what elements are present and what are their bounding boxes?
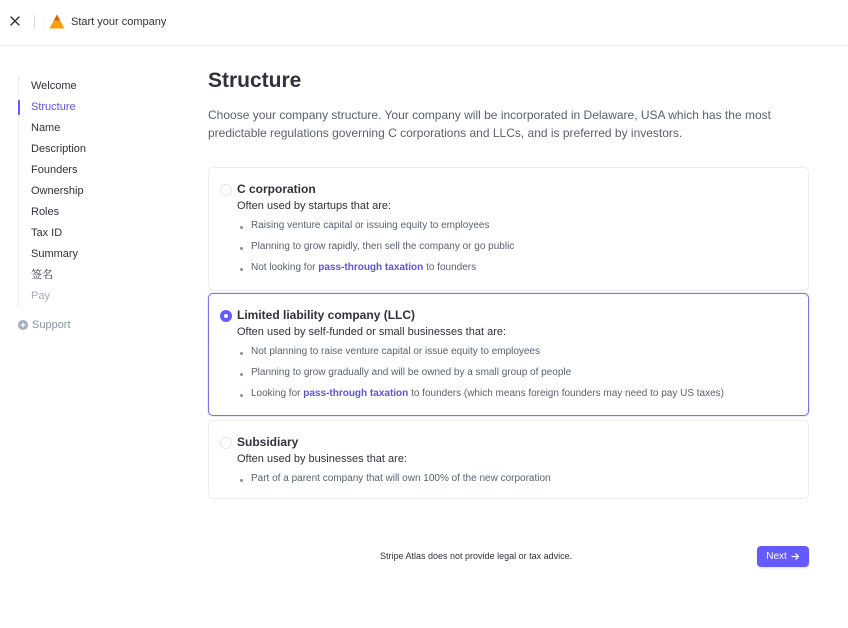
support-link[interactable] xyxy=(18,316,168,334)
pass-through-taxation-link[interactable]: pass-through taxation xyxy=(303,388,409,399)
top-bar xyxy=(0,0,848,46)
app-title: Start your company xyxy=(71,16,167,28)
sidebar-item-description[interactable]: Description xyxy=(31,143,87,155)
bullet-item: Planning to grow gradually and will be owned by a small group of people xyxy=(237,367,724,388)
radio-subsidiary[interactable] xyxy=(220,437,232,449)
arrow-right-icon xyxy=(791,552,800,561)
main-content xyxy=(208,66,810,142)
sidebar-item-welcome[interactable]: Welcome xyxy=(31,80,77,92)
option-title: C corporation xyxy=(237,182,316,196)
sidebar-nav xyxy=(18,76,168,307)
radio-llc[interactable] xyxy=(220,310,232,322)
sidebar-item-founders[interactable]: Founders xyxy=(31,164,78,176)
option-c-corporation[interactable] xyxy=(208,167,809,291)
atlas-logo-icon xyxy=(49,14,65,29)
option-bullets xyxy=(237,346,724,409)
topbar-divider xyxy=(34,15,35,29)
sidebar-item-ownership[interactable]: Ownership xyxy=(31,185,84,197)
bullet-item: Part of a parent company that will own 100% of the new corporation xyxy=(237,473,551,494)
next-button-label: Next xyxy=(766,551,787,562)
legal-disclaimer: Stripe Atlas does not provide legal or tax advice. xyxy=(380,551,573,561)
sidebar-item-roles[interactable]: Roles xyxy=(31,206,60,218)
option-title: Limited liability company (LLC) xyxy=(237,308,416,322)
sidebar-item-structure[interactable]: Structure xyxy=(19,97,168,118)
option-subsidiary[interactable] xyxy=(208,420,809,499)
sidebar-item-pay: Pay xyxy=(31,290,50,302)
bullet-item: Planning to grow rapidly, then sell the company or go public xyxy=(237,241,514,262)
plus-circle-icon xyxy=(18,320,28,330)
option-subtitle: Often used by startups that are: xyxy=(237,200,392,212)
sidebar-item-tax-id[interactable]: Tax ID xyxy=(31,227,63,239)
page-title: Structure xyxy=(208,69,302,92)
pass-through-taxation-link[interactable]: pass-through taxation xyxy=(318,262,424,273)
page-intro: Choose your company structure. Your company will be incorporated in Delaware, USA which has the most predictable regulations governing C corporations and LLCs, and is preferred by investors. xyxy=(208,108,771,140)
option-bullets xyxy=(237,220,514,283)
option-bullets xyxy=(237,473,551,494)
bullet-item: Raising venture capital or issuing equity to employees xyxy=(237,220,514,241)
option-subtitle: Often used by businesses that are: xyxy=(237,453,407,465)
sidebar xyxy=(18,76,168,334)
sidebar-item-name[interactable]: Name xyxy=(31,122,61,134)
bullet-item: Looking for pass-through taxation to founders (which means foreign founders may need to pay US taxes) xyxy=(237,388,724,409)
option-title: Subsidiary xyxy=(237,435,299,449)
sidebar-item-summary[interactable]: Summary xyxy=(31,248,79,260)
support-label: Support xyxy=(32,319,71,331)
option-llc[interactable] xyxy=(208,293,809,416)
close-icon[interactable] xyxy=(8,14,22,28)
option-subtitle: Often used by self-funded or small businesses that are: xyxy=(237,326,507,338)
bullet-item: Not looking for pass-through taxation to founders xyxy=(237,262,514,283)
next-button[interactable] xyxy=(757,546,809,567)
bullet-item: Not planning to raise venture capital or issue equity to employees xyxy=(237,346,724,367)
radio-c-corporation[interactable] xyxy=(220,184,232,196)
sidebar-item-signature[interactable]: 签名 xyxy=(31,269,53,281)
